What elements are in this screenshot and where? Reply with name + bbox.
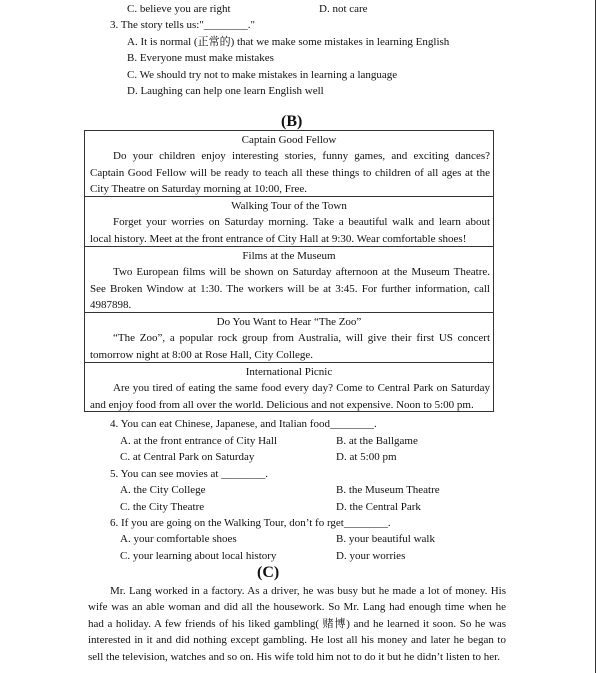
q2-option-c: C. believe you are right (127, 3, 231, 15)
q6-option-d: D. your worries (336, 550, 406, 562)
section-c-heading: (C) (257, 564, 280, 581)
q6-option-c: C. your learning about local history (120, 550, 277, 562)
ad-walking-tour (85, 197, 493, 247)
q3-question: 3. The story tells us:"________." (110, 19, 256, 31)
ad-body: “The Zoo”, a popular rock group from Australia, will give their first US concert tomorrow night at 8:00 at Rose Hall, City College. (90, 332, 490, 361)
q5-option-c: C. the City Theatre (120, 501, 205, 513)
q3-option-b: B. Everyone must make mistakes (127, 52, 274, 64)
ad-title: Films at the Museum (242, 250, 336, 262)
ad-international-picnic (85, 363, 493, 411)
ad-body: Forget your worries on Saturday morning. Take a beautiful walk and learn about local history. Meet at the front entrance of City Hall at 9:30. Wear comfortable shoes! (90, 216, 490, 245)
ad-title: Do You Want to Hear “The Zoo” (216, 316, 362, 328)
q5-option-a: A. the City College (120, 484, 206, 496)
ad-title: Captain Good Fellow (241, 134, 337, 146)
q4-option-d: D. at 5:00 pm (336, 451, 397, 463)
q3-option-a: A. It is normal (正常的) that we make some mistakes in learning English (127, 36, 450, 48)
ad-the-zoo (85, 313, 493, 363)
q6-option-a: A. your comfortable shoes (120, 533, 237, 545)
q4-option-a: A. at the front entrance of City Hall (120, 435, 278, 447)
q3-option-d: D. Laughing can help one learn English well (127, 85, 324, 97)
ad-captain-good-fellow (85, 131, 493, 197)
ads-box (84, 130, 494, 412)
page-right-rule (595, 0, 596, 673)
q2-option-d: D. not care (319, 3, 368, 15)
ad-body: Are you tired of eating the same food every day? Come to Central Park on Saturday and enjoy food from all over the world. Delicious and not expensive. Noon to 5:00 pm. (90, 382, 490, 411)
q4-question: 4. You can eat Chinese, Japanese, and Italian food________. (110, 418, 377, 430)
section-b-heading: (B) (281, 113, 303, 130)
q5-option-d: D. the Central Park (336, 501, 421, 513)
q6-option-b: B. your beautiful walk (336, 533, 435, 545)
ad-films-museum (85, 247, 493, 313)
q4-option-c: C. at Central Park on Saturday (120, 451, 255, 463)
q5-option-b: B. the Museum Theatre (336, 484, 440, 496)
q6-question: 6. If you are going on the Walking Tour, don’t fo rget________. (110, 517, 391, 529)
section-c-passage: Mr. Lang worked in a factory. As a driver, he was busy but he made a lot of money. His wife was an able woman and did all the housework. So Mr. Lang had enough time when he had a holiday. A few friends of his liked gambling( 赌博) and he learned it soon. So he was interested in it and did nothing except gambling. He lost all his money and later he began to sell the television, watches and so on. His wife told him not to do it but he didn’t listen to her. (88, 585, 506, 663)
q5-question: 5. You can see movies at ________. (110, 468, 268, 480)
q3-option-c: C. We should try not to make mistakes in learning a language (127, 69, 398, 81)
ad-title: International Picnic (245, 366, 333, 378)
ad-body: Two European films will be shown on Saturday afternoon at the Museum Theatre. See Broken Window at 1:30. The workers will be at 3:45. For further information, call 4987898. (90, 266, 490, 311)
ad-title: Walking Tour of the Town (231, 200, 347, 212)
q4-option-b: B. at the Ballgame (336, 435, 418, 447)
ad-body: Do your children enjoy interesting stories, funny games, and exciting dances? Captain Good Fellow will be ready to teach all these things to children of all ages at the City Theatre on Saturday morning at 10:00, Free. (90, 150, 490, 195)
